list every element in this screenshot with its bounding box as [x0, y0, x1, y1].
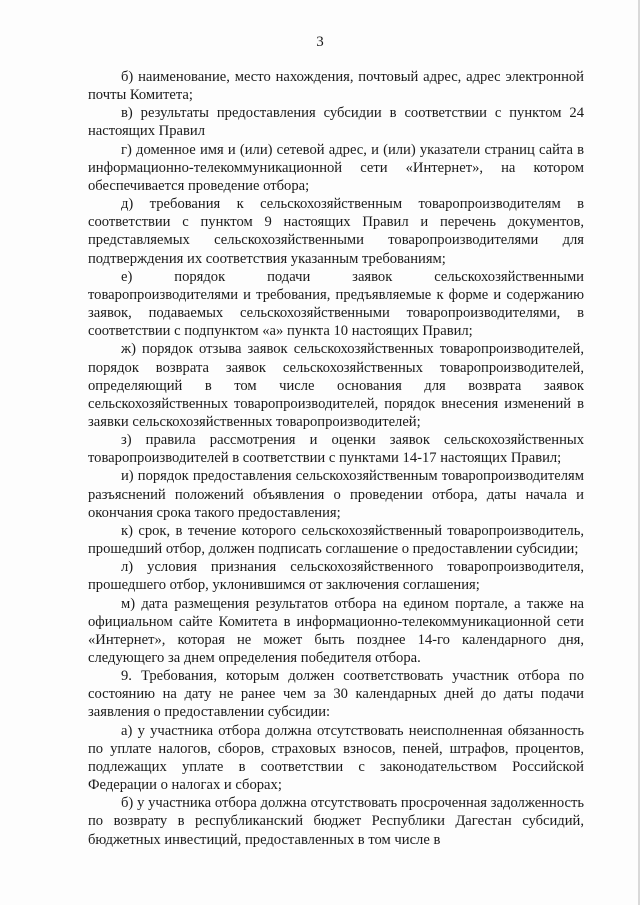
paragraph-v-results: в) результаты предоставления субсидии в соответствии с пунктом 24 настоящих Правил	[88, 105, 584, 140]
document-body	[88, 68, 584, 849]
paragraph-z-review-rules: з) правила рассмотрения и оценки заявок сельскохозяйственных товаропроизводителей в соответствии с пунктами 14-17 настоящих Правил;	[88, 432, 584, 467]
paragraph-e-submission: е) порядок подачи заявок сельскохозяйственными товаропроизводителями и требования, предъявляемые к форме и содержанию заявок, подаваемых сельскохозяйственными товаропроизводителями, в соответствии с подпунктом «а» пункта 10 настоящих Правил;	[88, 268, 584, 340]
paragraph-b-name-address: б) наименование, место нахождения, почтовый адрес, адрес электронной почты Комитета;	[88, 69, 584, 104]
paragraph-l-evasion: л) условия признания сельскохозяйственного товаропроизводителя, прошедшего отбор, уклонившимся от заключения соглашения;	[88, 559, 584, 594]
paragraph-k-signing-term: к) срок, в течение которого сельскохозяйственный товаропроизводитель, прошедший отбор, должен подписать соглашение о предоставлении субсидии;	[88, 522, 584, 558]
paragraph-b-overdue-debt: б) у участника отбора должна отсутствовать просроченная задолженность по возврату в республиканский бюджет Республики Дагестан субсидий, бюджетных инвестиций, предоставленных в том числе в	[88, 795, 584, 848]
paragraph-a-tax-debt: а) у участника отбора должна отсутствовать неисполненная обязанность по уплате налогов, сборов, страховых взносов, пеней, штрафов, процентов, подлежащих уплате в соответствии с законодательством Российской Федерации о налогах и сборах;	[88, 722, 584, 794]
paragraph-d-requirements: д) требования к сельскохозяйственным товаропроизводителям в соответствии с пунктом 9 настоящих Правил и перечень документов, представляемых сельскохозяйственными товаропроизводителями для подтверждения их соответствия указанным требованиям;	[88, 196, 584, 267]
paragraph-zh-withdrawal: ж) порядок отзыва заявок сельскохозяйственных товаропроизводителей, порядок возврата заявок сельскохозяйственных товаропроизводителей, определяющий в том числе основания для возврата заявок сельскохозяйственных товаропроизводителей, порядок внесения изменений в заявки сельскохозяйственных товаропроизводителей;	[88, 341, 584, 430]
paragraph-m-results-date: м) дата размещения результатов отбора на едином портале, а также на официальном сайте Комитета в информационно-телекоммуникационной сети «Интернет», которая не может быть позднее 14-го календарного дня, следующего за днем определения победителя отбора.	[88, 595, 584, 666]
page-number: 3	[316, 34, 324, 50]
paragraph-g-domain: г) доменное имя и (или) сетевой адрес, и (или) указатели страниц сайта в информационно-телекоммуникационной сети «Интернет», на котором обеспечивается проведение отбора;	[88, 141, 584, 194]
paragraph-i-clarifications: и) порядок предоставления сельскохозяйственным товаропроизводителям разъяснений положений объявления о проведении отбора, даты начала и окончания срока такого предоставления;	[88, 468, 584, 521]
paragraph-9-requirements: 9. Требования, которым должен соответствовать участник отбора по состоянию на дату не ранее чем за 30 календарных дней до даты подачи заявления о предоставлении субсидии:	[88, 668, 584, 721]
